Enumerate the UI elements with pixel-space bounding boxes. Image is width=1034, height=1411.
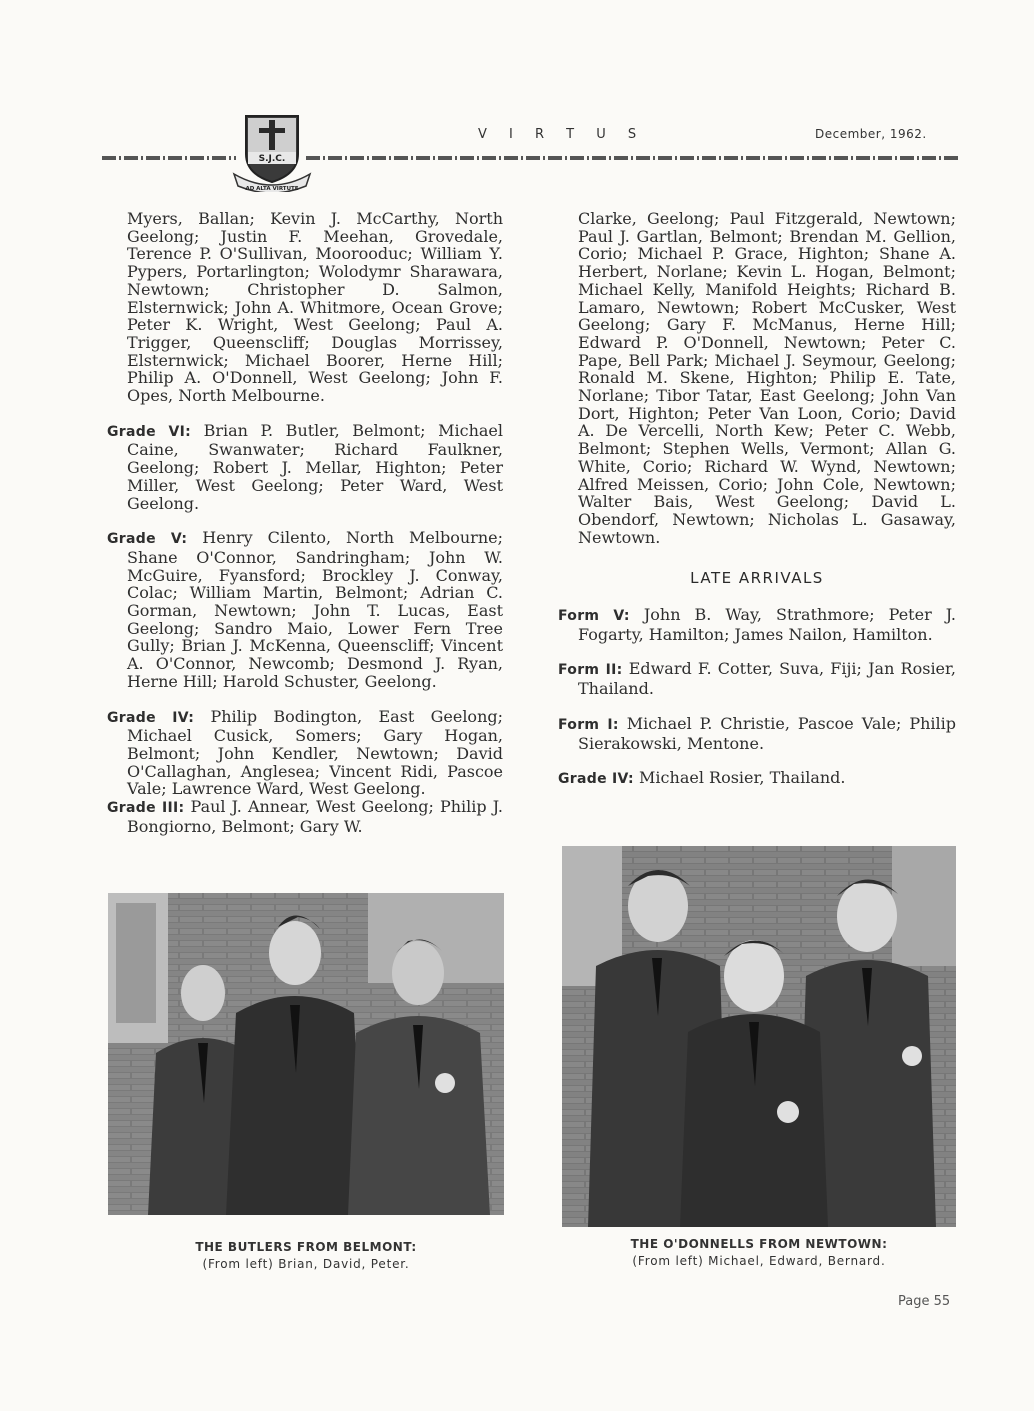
form-label: Form I: <box>558 716 619 733</box>
intro-paragraph: Myers, Ballan; Kevin J. McCarthy, North Geelong; Justin F. Meehan, Grovedale, Terence P. O'Sullivan, Moorooduc; William Y. Pypers, Portarlington; Wolodymr Sharawara, Newtown; Christopher D. Salmon, Elsternwick; John A. Whitmore, Ocean Grove; Peter K. Wright, West Geelong; Paul A. Trigger, Queenscliff; Douglas Morrissey, Elsternwick; Michael Boorer, Herne Hill; Philip A. O'Donnell, West Geelong; John F. Opes, North Melbourne. <box>127 209 503 406</box>
form-label: Grade IV: <box>558 771 634 788</box>
grade-label: Grade V: <box>107 531 188 548</box>
butlers-caption <box>108 1240 504 1271</box>
right-column <box>558 210 956 789</box>
grade-label: Grade VI: <box>107 423 192 440</box>
late-grade-iv-entry <box>558 769 956 789</box>
header-rule-right <box>306 156 958 160</box>
grade-iii-entry <box>107 798 503 835</box>
grade-names: Henry Cilento, North Melbourne; Shane O'Connor, Sandringham; John W. McGuire, Fyansford; Brockley J. Conway, Colac; William Martin, Belmont; Adrian C. Gorman, Newtown; John T. Lucas, East Geelong; Sandro Maio, Lower Fern Tree Gully; Brian J. McKenna, Queenscliff; Vincent A. O'Connor, Newcomb; Desmond J. Ryan, Herne Hill; Harold Schuster, Geelong. <box>127 528 503 691</box>
svg-text:AD ALTA VIRTUTE: AD ALTA VIRTUTE <box>245 186 299 192</box>
caption-title: THE O'DONNELLS FROM NEWTOWN: <box>630 1237 888 1251</box>
grade-label: Grade III: <box>107 800 185 817</box>
late-form-v-entry <box>558 606 956 643</box>
continuation-paragraph: Clarke, Geelong; Paul Fitzgerald, Newtown; Paul J. Gartlan, Belmont; Brendan M. Gellion, Corio; Michael P. Grace, Highton; Shane A. Herbert, Norlane; Kevin L. Hogan, Belmont; Michael Kelly, Manifold Heights; Richard B. Lamaro, Newtown; Robert McCusker, West Geelong; Gary F. McManus, Herne Hill; Edward P. O'Donnell, Newtown; Peter C. Pape, Bell Park; Michael J. Seymour, Geelong; Ronald M. Skene, Highton; Philip E. Tate, Norlane; Tibor Tatar, East Geelong; John Van Dort, Highton; Peter Van Loon, Corio; David A. De Vercelli, North Kew; Peter C. Webb, Belmont; Stephen Wells, Vermont; Allan G. White, Corio; Richard W. Wynd, Newtown; Alfred Meissen, Corio; John Cole, Newtown; Walter Bais, West Geelong; David L. Obendorf, Newtown; Nicholas L. Gasaway, Newtown. <box>578 209 956 547</box>
grade-names: Paul J. Annear, West Geelong; Philip J. Bongiorno, Belmont; Gary W. <box>127 797 503 836</box>
caption-title: THE BUTLERS FROM BELMONT: <box>195 1240 417 1254</box>
form-label: Form V: <box>558 608 630 625</box>
late-arrivals-heading: LATE ARRIVALS <box>690 569 824 588</box>
left-column <box>107 210 503 836</box>
grade-names: Philip Bodington, East Geelong; Michael Cusick, Somers; Gary Hogan, Belmont; John Kendler, Newtown; David O'Callaghan, Anglesea; Vincent Ridi, Pascoe Vale; Lawrence Ward, West Geelong. <box>127 706 503 799</box>
grade-v-entry <box>107 529 503 690</box>
caption-subtitle: (From left) Brian, David, Peter. <box>202 1257 410 1271</box>
late-form-i-entry <box>558 715 956 752</box>
grade-vi-entry <box>107 422 503 513</box>
form-names: John B. Way, Strathmore; Peter J. Fogarty, Hamilton; James Nailon, Hamilton. <box>578 605 957 644</box>
form-names: Michael Rosier, Thailand. <box>639 768 846 788</box>
grade-label: Grade IV: <box>107 709 195 726</box>
page-header <box>0 0 1034 200</box>
form-label: Form II: <box>558 662 623 679</box>
grade-iv-entry <box>107 708 503 799</box>
late-form-ii-entry <box>558 660 956 697</box>
odonnells-caption <box>562 1237 956 1268</box>
magazine-title: V I R T U S <box>478 127 646 142</box>
butlers-photo <box>108 893 504 1215</box>
svg-text:S.J.C.: S.J.C. <box>258 154 286 164</box>
school-crest-icon <box>232 108 312 192</box>
odonnells-photo <box>562 846 956 1227</box>
form-names: Michael P. Christie, Pascoe Vale; Philip Sierakowski, Mentone. <box>578 713 956 753</box>
caption-subtitle: (From left) Michael, Edward, Bernard. <box>632 1254 886 1268</box>
grade-names: Brian P. Butler, Belmont; Michael Caine, Swanwater; Richard Faulkner, Geelong; Robert J. Mellar, Highton; Peter Miller, West Geelong; Peter Ward, West Geelong. <box>127 420 504 513</box>
form-names: Edward F. Cotter, Suva, Fiji; Jan Rosier, Thailand. <box>578 659 957 699</box>
page-number: Page 55 <box>898 1294 951 1309</box>
issue-date: December, 1962. <box>815 127 927 141</box>
header-rule-left <box>102 156 236 160</box>
